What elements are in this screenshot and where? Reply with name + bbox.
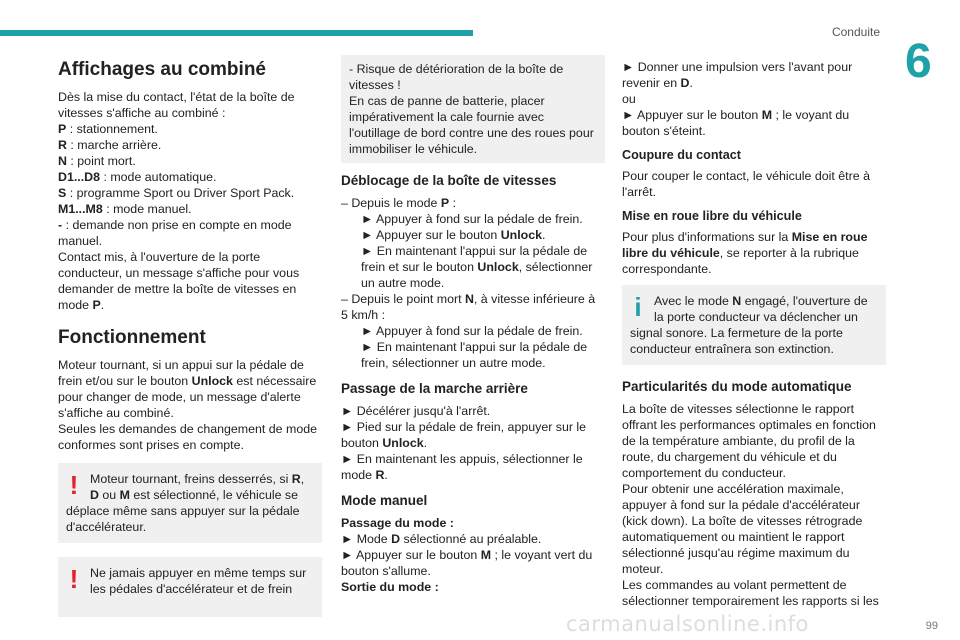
reverse-step: ► En maintenant les appuis, sélectionner le mode R.	[341, 452, 583, 482]
manual-exit-step: ► Appuyer sur le bouton M ; le voyant du bouton s'éteint.	[622, 108, 850, 138]
mode-item: N : point mort.	[58, 154, 136, 168]
mode-item: S : programme Sport ou Driver Sport Pack.	[58, 186, 295, 200]
watermark: carmanualsonline.info	[566, 612, 809, 636]
reverse-step: ► Décélérer jusqu'à l'arrêt.	[341, 404, 491, 418]
mode-item: P : stationnement.	[58, 122, 158, 136]
unlock-step: ► En maintenant l'appui sur la pédale de frein et sur le bouton Unlock, sélectionner un autre mode.	[361, 244, 593, 290]
manual-in-label: Passage du mode :	[341, 516, 454, 530]
func-para-2: Seules les demandes de changement de mode conformes sont prises en compte.	[58, 422, 317, 452]
auto-para-1: La boîte de vitesses sélectionne le rapport offrant les performances optimales en fonction de la température ambiante, du profil de la route, du chargement du véhicule et du comportement du conducteur.	[622, 402, 876, 480]
mode-item: - : demande non prise en compte en mode manuel.	[58, 218, 292, 248]
warning-note-1: ! Moteur tournant, freins desserrés, si R, D ou M est sélectionné, le véhicule se déplace même sans appuyer sur la pédale d'accélérateur.	[58, 463, 322, 543]
chapter-number: 6	[905, 35, 932, 88]
header-accent-bar	[0, 30, 473, 36]
or-text: ou	[622, 92, 636, 106]
page-number: 99	[925, 620, 938, 632]
heading-deblocage: Déblocage de la boîte de vitesses	[341, 173, 557, 188]
unlock-step: ► Appuyer sur le bouton Unlock.	[361, 228, 546, 242]
column-3	[622, 55, 886, 609]
heading-mode-manuel: Mode manuel	[341, 493, 428, 508]
free-wheel-text: Pour plus d'informations sur la Mise en roue libre du véhicule, se reporter à la rubrique correspondante.	[622, 230, 868, 276]
exclamation-icon: !	[69, 564, 79, 594]
func-para-1: Moteur tournant, si un appui sur la pédale de frein et/ou sur le bouton Unlock est nécessaire pour changer de mode, un message d'alerte s'affiche au combiné.	[58, 358, 317, 420]
exclamation-icon: !	[69, 470, 79, 500]
cut-text: Pour couper le contact, le véhicule doit être à l'arrêt.	[622, 169, 870, 199]
mode-item: M1...M8 : mode manuel.	[58, 202, 192, 216]
heading-roue-libre: Mise en roue libre du véhicule	[622, 209, 802, 223]
mode-list	[58, 121, 322, 249]
unlock-step: ► En maintenant l'appui sur la pédale de frein, sélectionner un autre mode.	[361, 340, 588, 370]
manual-out-label: Sortie du mode :	[341, 580, 439, 594]
heading-display: Affichages au combiné	[58, 59, 266, 80]
manual-exit-step: ► Donner une impulsion vers l'avant pour revenir en D.	[622, 60, 853, 90]
column-2	[341, 55, 605, 595]
warning-note-2: ! Ne jamais appuyer en même temps sur les pédales d'accélérateur et de frein	[58, 557, 322, 617]
mode-item: R : marche arrière.	[58, 138, 162, 152]
unlock-step: – Depuis le mode P :	[341, 196, 457, 210]
door-message-text: Contact mis, à l'ouverture de la porte conducteur, un message s'affiche pour vous demander de mettre la boîte de vitesses en mode P.	[58, 250, 300, 312]
unlock-step: – Depuis le point mort N, à vitesse inférieure à 5 km/h :	[341, 292, 596, 322]
heading-mode-automatique: Particularités du mode automatique	[622, 379, 852, 394]
auto-para-2: Pour obtenir une accélération maximale, appuyer à fond sur la pédale d'accélérateur (kick down). La boîte de vitesses rétrograde automatiquement ou maintient le rapport sélectionné jusqu'au régime maximum du moteur.	[622, 482, 863, 576]
heading-fonctionnement: Fonctionnement	[58, 327, 206, 348]
info-note: i Avec le mode N engagé, l'ouverture de la porte conducteur va déclencher un signal sonore. La fermeture de la porte conducteur entraînera son extinction.	[622, 285, 886, 365]
display-intro: Dès la mise du contact, l'état de la boîte de vitesses s'affiche au combiné :	[58, 90, 295, 120]
mode-item: D1...D8 : mode automatique.	[58, 170, 217, 184]
section-title: Conduite	[831, 25, 880, 39]
column-1	[58, 55, 322, 625]
unlock-step: ► Appuyer à fond sur la pédale de frein.	[361, 212, 583, 226]
reverse-step: ► Pied sur la pédale de frein, appuyer sur le bouton Unlock.	[341, 420, 587, 450]
info-icon: i	[634, 292, 642, 322]
warning-note-continued: - Risque de détérioration de la boîte de vitesses ! En cas de panne de batterie, placer impérativement la cale fournie avec l'outillage de bord contre une des roues pour immobiliser le véhicule.	[341, 55, 605, 163]
auto-para-3: Les commandes au volant permettent de sélectionner temporairement les rapports si les	[622, 578, 879, 608]
heading-marche-arriere: Passage de la marche arrière	[341, 381, 528, 396]
manual-step: ► Mode D sélectionné au préalable.	[341, 532, 542, 546]
unlock-step: ► Appuyer à fond sur la pédale de frein.	[361, 324, 583, 338]
manual-step: ► Appuyer sur le bouton M ; le voyant vert du bouton s'allume.	[341, 548, 593, 578]
heading-coupure: Coupure du contact	[622, 148, 741, 162]
